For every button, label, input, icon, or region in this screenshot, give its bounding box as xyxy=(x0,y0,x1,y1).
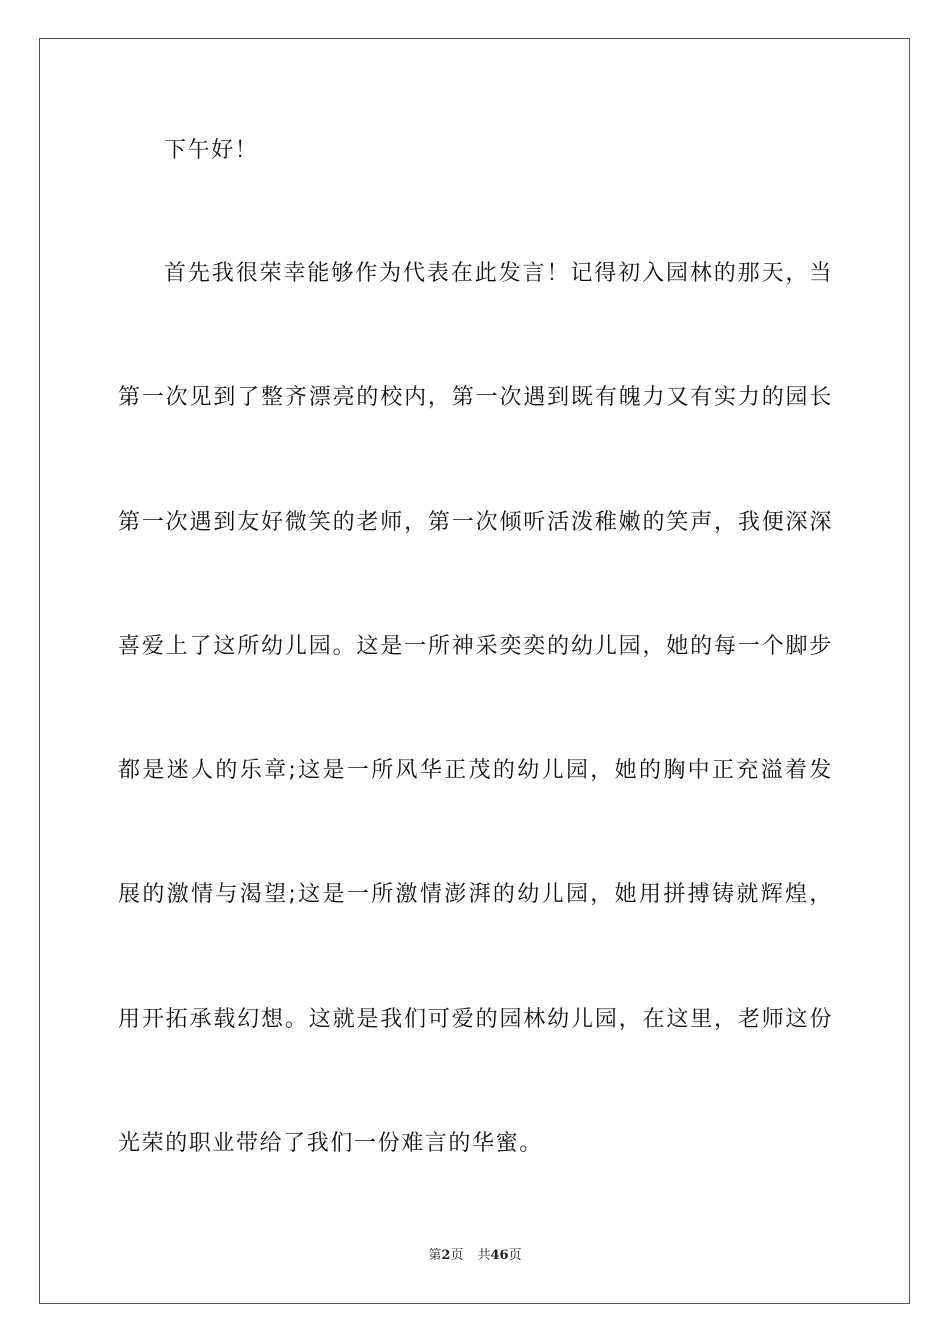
paragraph-line-2: 第一次见到了整齐漂亮的校内，第一次遇到既有魄力又有实力的园长 xyxy=(118,385,833,410)
paragraph-line-7: 用开拓承载幻想。这就是我们可爱的园林幼儿园，在这里，老师这份 xyxy=(118,1007,833,1032)
paragraph-line-6: 展的激情与渴望;这是一所激情澎湃的幼儿园，她用拼搏铸就辉煌， xyxy=(118,882,833,907)
paragraph-line-3: 第一次遇到友好微笑的老师，第一次倾听活泼稚嫩的笑声，我便深深 xyxy=(118,510,833,535)
page-footer xyxy=(0,1247,950,1265)
paragraph-line-5: 都是迷人的乐章;这是一所风华正茂的幼儿园，她的胸中正充溢着发 xyxy=(118,758,833,783)
paragraph-line-4: 喜爱上了这所幼儿园。这是一所神采奕奕的幼儿园，她的每一个脚步 xyxy=(118,634,833,659)
page-suffix: 页 xyxy=(450,1248,464,1263)
page-frame xyxy=(39,38,910,1304)
page-prefix: 第 xyxy=(428,1248,442,1263)
page-number: 2 xyxy=(441,1248,451,1263)
total-suffix: 页 xyxy=(508,1248,522,1263)
total-pages: 46 xyxy=(490,1248,509,1263)
paragraph-line-8: 光荣的职业带给了我们一份难言的华蜜。 xyxy=(118,1131,543,1156)
paragraph-line-1: 首先我很荣幸能够作为代表在此发言！记得初入园林的那天，当 xyxy=(164,261,833,286)
greeting-line: 下午好！ xyxy=(164,138,259,163)
total-prefix: 共 xyxy=(477,1248,491,1263)
